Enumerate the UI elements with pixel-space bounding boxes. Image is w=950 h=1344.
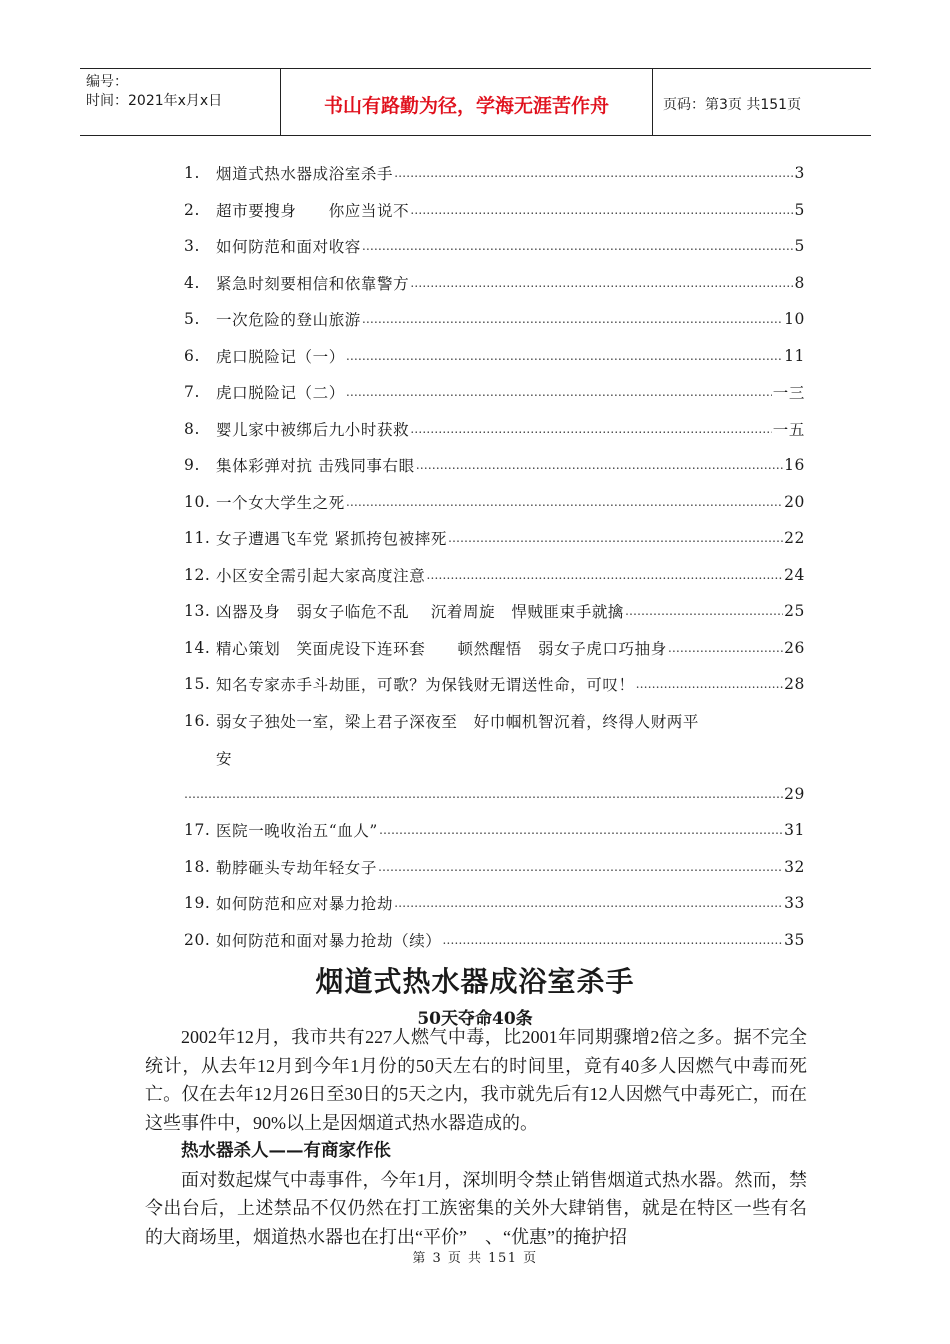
toc-entry-number: 9. [184,456,200,475]
article-body [145,1023,807,1251]
toc-entry-number: 1. [184,164,200,183]
toc-entry-number: 15. [184,675,211,694]
toc-entry-number: 7. [184,383,200,402]
toc-entry[interactable] [184,922,805,959]
toc-dot-leader [410,276,793,290]
article-title: 烟道式热水器成浴室杀手 [315,965,635,998]
toc-dot-leader [394,166,793,180]
toc-entry-page: 22 [784,529,805,548]
toc-entry-number: 19. [184,894,211,913]
toc-dot-leader [346,495,783,509]
toc-entry-page: 33 [784,894,805,913]
toc-entry-number: 10. [184,492,211,511]
toc-entry-page: 26 [784,638,805,657]
toc-entry[interactable] [184,703,805,740]
article-subtitle: 50天夺命40条 [417,1009,533,1029]
table-of-contents [184,155,805,958]
toc-entry[interactable] [184,374,805,411]
toc-entry-number: 6. [184,346,200,365]
toc-entry-title: 如何防范和面对暴力抢劫（续） [216,931,442,950]
toc-entry[interactable] [184,849,805,886]
toc-entry[interactable] [184,447,805,484]
toc-entry-page: 5 [794,200,805,219]
toc-entry-title: 虎口脱险记（一） [216,347,345,366]
toc-entry-number: 13. [184,602,211,621]
toc-dot-leader [410,203,793,217]
toc-entry[interactable] [184,666,805,703]
toc-entry[interactable] [184,411,805,448]
toc-entry-title: 勒脖砸头专劫年轻女子 [216,858,378,877]
toc-dot-leader [410,422,772,436]
toc-entry-title: 一次危险的登山旅游 [216,311,361,330]
toc-entry-title: 医院一晚收治五“血人” [216,822,378,841]
toc-entry-number: 20. [184,930,211,949]
toc-dot-leader [625,604,783,618]
toc-dot-leader [362,312,783,326]
toc-entry-title: 小区安全需引起大家高度注意 [216,566,426,585]
toc-entry-number: 8. [184,419,200,438]
article-paragraph: 面对数起煤气中毒事件，今年1月，深圳明令禁止销售烟道式热水器。然而，禁令出台后，上述禁品不仅仍然在打工族密集的关外大肆销售，就是在特区一些有名的大商场里，烟道热水器也在打出“平价” 、“优惠”的掩护招 [145,1169,807,1247]
toc-entry-page: 31 [784,821,805,840]
article-paragraph: 2002年12月，我市共有227人燃气中毒，比2001年同期骤增2倍之多。据不完全统计，从去年12月到今年1月份的50天左右的时间里，竟有40多人因燃气中毒而死亡。仅在去年12月26日至30日的5天之内，我市就先后有12人因燃气中毒死亡，而在这些事件中，90%以上是因烟道式热水器造成的。 [145,1027,807,1133]
toc-entry[interactable] [184,228,805,265]
toc-entry[interactable] [184,557,805,594]
toc-entry-number: 14. [184,638,211,657]
toc-entry-number: 18. [184,857,211,876]
toc-dot-leader [448,531,783,545]
toc-entry-page: 5 [794,237,805,256]
toc-entry-leader [184,776,805,812]
toc-entry[interactable] [184,520,805,557]
toc-entry-continuation [184,739,805,776]
toc-entry-number: 11. [184,529,211,548]
toc-entry-title: 一个女大学生之死 [216,493,345,512]
toc-entry-title-cont: 安 [216,749,233,768]
toc-entry-page: 25 [784,602,805,621]
toc-entry[interactable] [184,192,805,229]
toc-entry-page: 35 [784,930,805,949]
toc-entry-title: 知名专家赤手斗劫匪，可歌？为保钱财无谓送性命，可叹！ [216,676,635,695]
toc-dot-leader [668,641,783,655]
toc-entry[interactable] [184,484,805,521]
toc-entry-number: 4. [184,273,200,292]
toc-entry-number: 16. [184,711,211,730]
toc-entry-title: 烟道式热水器成浴室杀手 [216,165,394,184]
toc-entry-title: 弱女子独处一室，梁上君子深夜至 好巾帼机智沉着，终得人财两平 [216,712,700,731]
toc-entry-number: 3. [184,237,200,256]
toc-entry-number: 2. [184,200,200,219]
toc-dot-leader [442,933,783,947]
toc-dot-leader [346,385,772,399]
toc-dot-leader [184,787,783,801]
toc-entry-title: 如何防范和面对收容 [216,238,361,257]
toc-entry[interactable] [184,593,805,630]
toc-entry-title: 凶器及身 弱女子临危不乱 沉着周旋 悍贼匪束手就擒 [216,603,625,622]
toc-dot-leader [362,239,794,253]
page-footer: 第 3 页 共 151 页 [412,1251,538,1266]
toc-dot-leader [426,568,783,582]
toc-dot-leader [636,677,783,691]
toc-entry-page: 3 [794,164,805,183]
toc-entry-number: 17. [184,821,211,840]
toc-entry-number: 12. [184,565,211,584]
toc-dot-leader [394,896,783,910]
toc-entry[interactable] [184,338,805,375]
toc-entry-page: 一五 [772,420,805,439]
header-motto: 书山有路勤为径，学海无涯苦作舟 [281,69,653,135]
toc-dot-leader [379,823,783,837]
header-page-info: 页码：第3页 共151页 [663,97,802,113]
toc-entry[interactable] [184,630,805,667]
toc-entry-title: 婴儿家中被绑后九小时获救 [216,420,410,439]
toc-entry-title: 集体彩弹对抗 击残同事右眼 [216,457,415,476]
toc-entry-number: 5. [184,310,200,329]
toc-entry-title: 精心策划 笑面虎设下连环套 顿然醒悟 弱女子虎口巧抽身 [216,639,667,658]
toc-entry-title: 紧急时刻要相信和依靠警方 [216,274,410,293]
toc-entry-page: 28 [784,675,805,694]
toc-entry-page: 16 [784,456,805,475]
toc-entry-title: 虎口脱险记（二） [216,384,345,403]
toc-entry-page: 29 [784,785,805,803]
toc-entry-page: 一三 [772,384,805,403]
header-meta [80,69,281,135]
toc-entry-page: 32 [784,857,805,876]
toc-entry-title: 女子遭遇飞车党 紧抓挎包被摔死 [216,530,447,549]
toc-entry-page: 11 [784,346,805,365]
toc-entry-page: 24 [784,565,805,584]
toc-entry-title: 如何防范和应对暴力抢劫 [216,895,394,914]
toc-entry[interactable] [184,885,805,922]
toc-dot-leader [378,860,783,874]
toc-entry[interactable] [184,265,805,302]
page-header [80,68,871,136]
toc-dot-leader [346,349,783,363]
header-code-label: 编号： [86,74,128,90]
toc-entry[interactable] [184,301,805,338]
toc-entry-page: 8 [794,273,805,292]
article-section-heading: 热水器杀人——有商家作伥 [181,1141,391,1161]
toc-dot-leader [416,458,783,472]
toc-entry-title: 超市要搜身 你应当说不 [216,201,410,220]
toc-entry-page: 10 [784,310,805,329]
toc-entry-page: 20 [784,492,805,511]
toc-entry[interactable] [184,155,805,192]
header-time-label: 时间：2021年x月x日 [86,93,223,109]
toc-entry[interactable] [184,812,805,849]
